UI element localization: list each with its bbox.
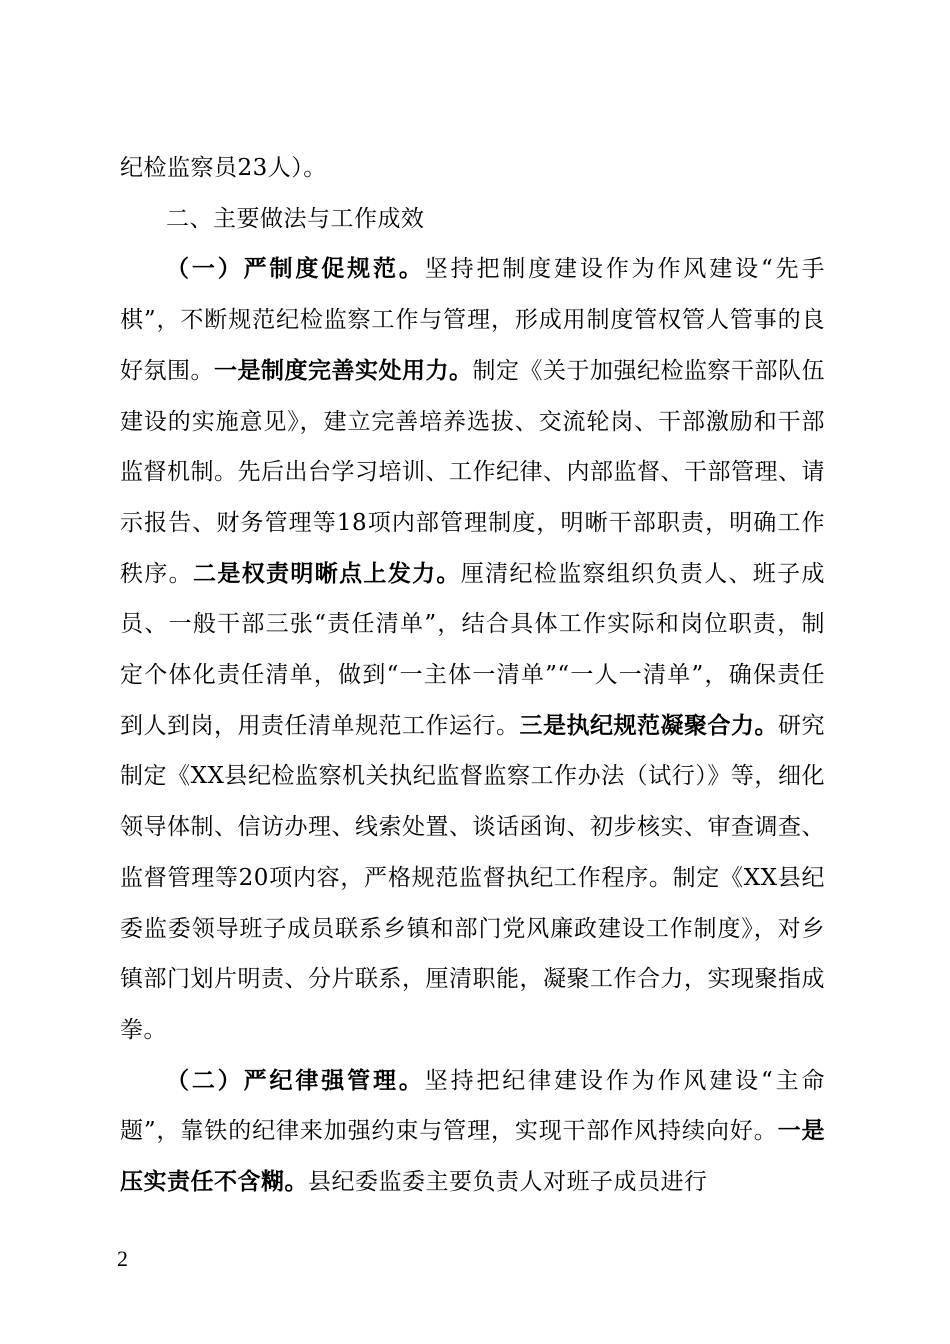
continuation-text: 纪检监察员23人）。 bbox=[120, 155, 327, 181]
subsection-title: （二）严纪律强管理。 bbox=[166, 1067, 425, 1094]
paragraph-discipline bbox=[120, 1056, 825, 1208]
section-heading bbox=[120, 194, 825, 245]
paragraph-continuation bbox=[120, 143, 825, 194]
page-number: 2 bbox=[117, 1246, 128, 1271]
paragraph-institution bbox=[120, 244, 825, 1055]
paragraph-text: 坚持把纪律建设作为作风建设“主命题”，靠铁的纪律来加强约束与管理，实现干部作风持续向好。 bbox=[120, 1067, 826, 1145]
paragraph-text: 厘清纪检监察组织负责人、班子成员、一般干部三张“责任清单”，结合具体工作实际和岗位职责，制定个体化责任清单，做到“一主体一清单”“一人一清单”，确保责任到人到岗，用责任清单规范工作运行。 bbox=[120, 560, 826, 739]
document-body bbox=[120, 143, 825, 1208]
paragraph-text: 县纪委监委主要负责人对班子成员进行 bbox=[308, 1169, 708, 1196]
point-title: 三是执纪规范凝聚合力。 bbox=[519, 712, 778, 739]
point-title: 一是压实责任不含糊。 bbox=[120, 1118, 825, 1196]
paragraph-text: 坚持把制度建设作为作风建设“先手棋”，不断规范纪检监察工作与管理，形成用制度管权管人管事的良好氛围。 bbox=[120, 256, 826, 384]
paragraph-text: 研究制定《XX县纪检监察机关执纪监督监察工作办法（试行）》等，细化领导体制、信访办理、线索处置、谈话函询、初步核实、审查调查、监督管理等20项内容，严格规范监督执纪工作程序。制定《XX县纪委监委领导班子成员联系乡镇和部门党风廉政建设工作制度》，对乡镇部门划片明责、分片联系，厘清职能，凝聚工作合力，实现聚指成拳。 bbox=[120, 712, 825, 1043]
section-heading-text: 二、主要做法与工作成效 bbox=[166, 205, 425, 232]
subsection-title: （一）严制度促规范。 bbox=[166, 256, 425, 283]
point-title: 二是权责明晰点上发力。 bbox=[193, 560, 461, 587]
point-title: 一是制度完善实处用力。 bbox=[214, 357, 473, 384]
paragraph-text: 制定《关于加强纪检监察干部队伍建设的实施意见》，建立完善培养选拔、交流轮岗、干部激励和干部监督机制。先后出台学习培训、工作纪律、内部监督、干部管理、请示报告、财务管理等18项内部管理制度，明晰干部职责，明确工作秩序。 bbox=[120, 357, 825, 587]
